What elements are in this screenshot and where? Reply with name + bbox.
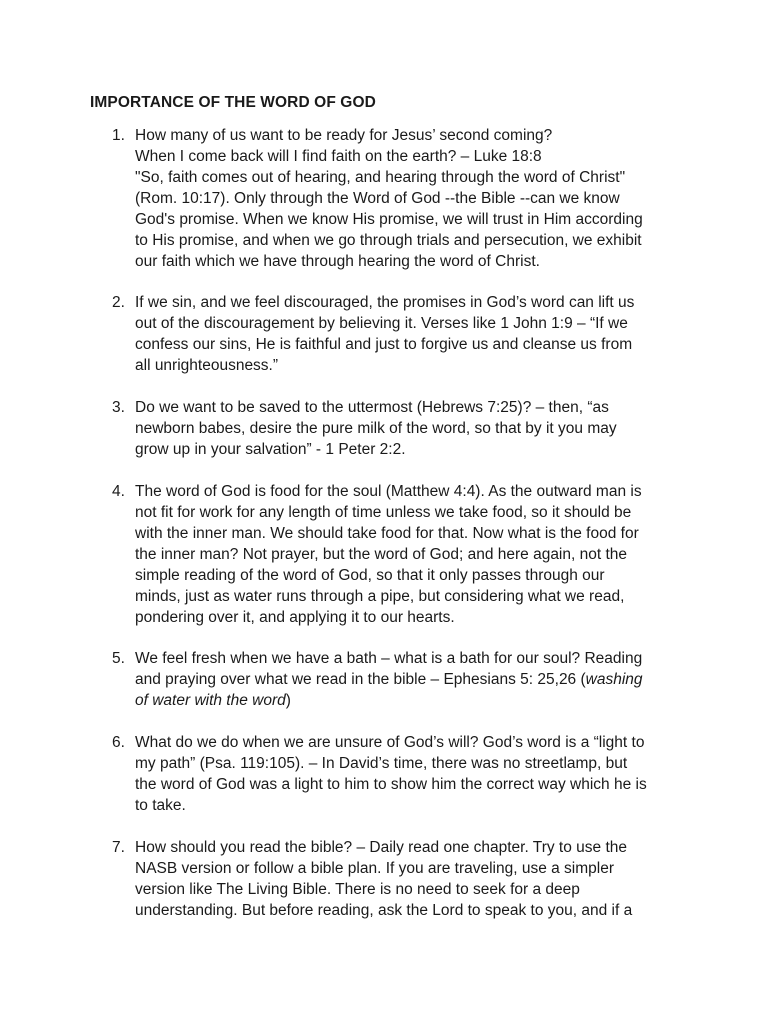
emphasis-text: washing [585,671,643,688]
text-line: grow up in your salvation” - 1 Peter 2:2. [135,441,406,458]
text-segment: ) [285,692,291,709]
text-line: newborn babes, desire the pure milk of the word, so that by it you may [135,420,617,437]
text-line: When I come back will I find faith on the earth? – Luke 18:8 [135,148,542,165]
text-line: understanding. But before reading, ask the Lord to speak to you, and if a [135,902,633,919]
list-item-number: 2. [112,294,125,311]
list-item-number: 1. [112,127,125,144]
list-item-body [135,837,683,921]
text-line: confess our sins, He is faithful and just to forgive us and cleanse us from [135,336,633,353]
text-line: the inner man? Not prayer, but the word of God; and here again, not the [135,546,628,563]
list-item-body [135,397,683,460]
list-item-body [135,732,683,816]
emphasis-text: of water with the word [135,692,286,709]
list-item-number: 4. [112,483,125,500]
text-line: the word of God was a light to him to show him the correct way which he is [135,776,647,793]
text-line: pondering over it, and applying it to our hearts. [135,609,455,626]
document-title: IMPORTANCE OF THE WORD OF GOD [90,94,376,111]
text-line: out of the discouragement by believing it. Verses like 1 John 1:9 – “If we [135,315,628,332]
text-line: If we sin, and we feel discouraged, the promises in God’s word can lift us [135,294,635,311]
text-line: The word of God is food for the soul (Matthew 4:4). As the outward man is [135,483,642,500]
text-line [135,690,683,711]
text-line: NASB version or follow a bible plan. If you are traveling, use a simpler [135,860,615,877]
text-line: How many of us want to be ready for Jesus’ second coming? [135,127,553,144]
list-item-number: 5. [112,650,125,667]
text-line: to take. [135,797,186,814]
list-item-body [135,648,683,711]
text-line: version like The Living Bible. There is no need to seek for a deep [135,881,580,898]
text-line: minds, just as water runs through a pipe, but considering what we read, [135,588,625,605]
text-line: all unrighteousness.” [135,357,279,374]
text-line [135,669,683,690]
text-line: Do we want to be saved to the uttermost (Hebrews 7:25)? – then, “as [135,399,609,416]
list-item-body [135,481,683,628]
text-line: to His promise, and when we go through trials and persecution, we exhibit [135,232,642,249]
list-item-number: 3. [112,399,125,416]
text-line: simple reading of the word of God, so that it only passes through our [135,567,605,584]
list-item-body [135,292,683,376]
text-segment: and praying over what we read in the bible – Ephesians 5: 25,26 ( [135,671,586,688]
text-line: our faith which we have through hearing the word of Christ. [135,253,540,270]
text-line: (Rom. 10:17). Only through the Word of God --the Bible --can we know [135,190,620,207]
text-line: We feel fresh when we have a bath – what is a bath for our soul? Reading [135,650,643,667]
text-line: What do we do when we are unsure of God’s will? God’s word is a “light to [135,734,645,751]
list-item-number: 7. [112,839,125,856]
list-item-body [135,125,683,272]
text-line: God's promise. When we know His promise, we will trust in Him according [135,211,643,228]
text-line: my path” (Psa. 119:105). – In David’s time, there was no streetlamp, but [135,755,628,772]
text-line: not fit for work for any length of time unless we take food, so it should be [135,504,632,521]
text-line: How should you read the bible? – Daily read one chapter. Try to use the [135,839,627,856]
text-line: "So, faith comes out of hearing, and hearing through the word of Christ" [135,169,626,186]
list-item-number: 6. [112,734,125,751]
text-line: with the inner man. We should take food for that. Now what is the food for [135,525,639,542]
